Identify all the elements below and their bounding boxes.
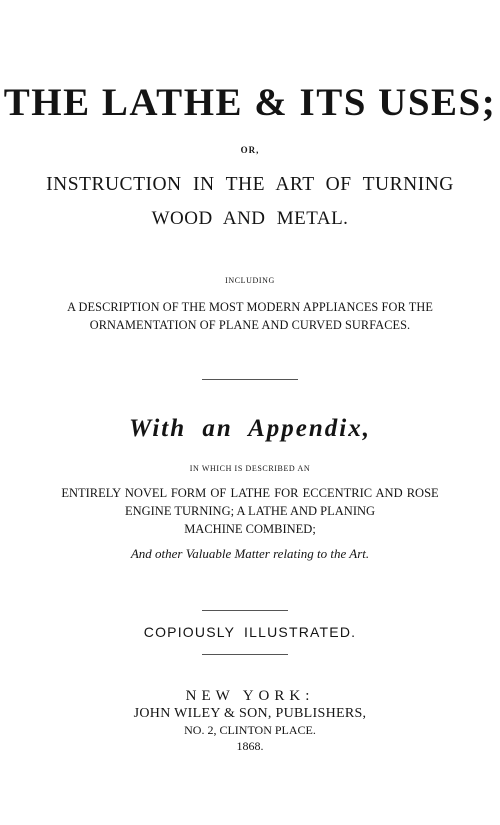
publication-year: 1868. — [236, 739, 264, 753]
subtitle-line-1: INSTRUCTION IN THE ART OF TURNING — [46, 174, 454, 195]
appendix-description-line-3: MACHINE COMBINED; — [184, 522, 316, 536]
appendix-heading: With an Appendix, — [129, 415, 371, 442]
publisher-name: JOHN WILEY & SON, PUBLISHERS, — [133, 706, 367, 721]
divider-rule-1 — [202, 379, 298, 380]
including-label: INCLUDING — [225, 276, 275, 285]
description-line-2: ORNAMENTATION OF PLANE AND CURVED SURFACES. — [89, 318, 411, 332]
divider-rule-2 — [202, 610, 288, 611]
other-matter-line: And other Valuable Matter relating to the Art. — [130, 546, 370, 561]
illustrated-note: COPIOUSLY ILLUSTRATED. — [143, 624, 357, 640]
or-connector: OR, — [240, 145, 260, 155]
book-title: THE LATHE & ITS USES; — [3, 81, 497, 124]
appendix-description-line-1: ENTIRELY NOVEL FORM OF LATHE FOR ECCENTRIC AND ROSE — [61, 486, 439, 500]
appendix-description-line-2: ENGINE TURNING; A LATHE AND PLANING — [124, 504, 376, 518]
publisher-address: NO. 2, CLINTON PLACE. — [184, 723, 316, 737]
publication-city: NEW YORK: — [185, 688, 315, 704]
divider-rule-3 — [202, 654, 288, 655]
in-which-label: IN WHICH IS DESCRIBED AN — [189, 464, 311, 473]
description-line-1: A DESCRIPTION OF THE MOST MODERN APPLIANCES FOR THE — [67, 300, 433, 314]
subtitle-line-2: WOOD AND METAL. — [151, 208, 349, 229]
